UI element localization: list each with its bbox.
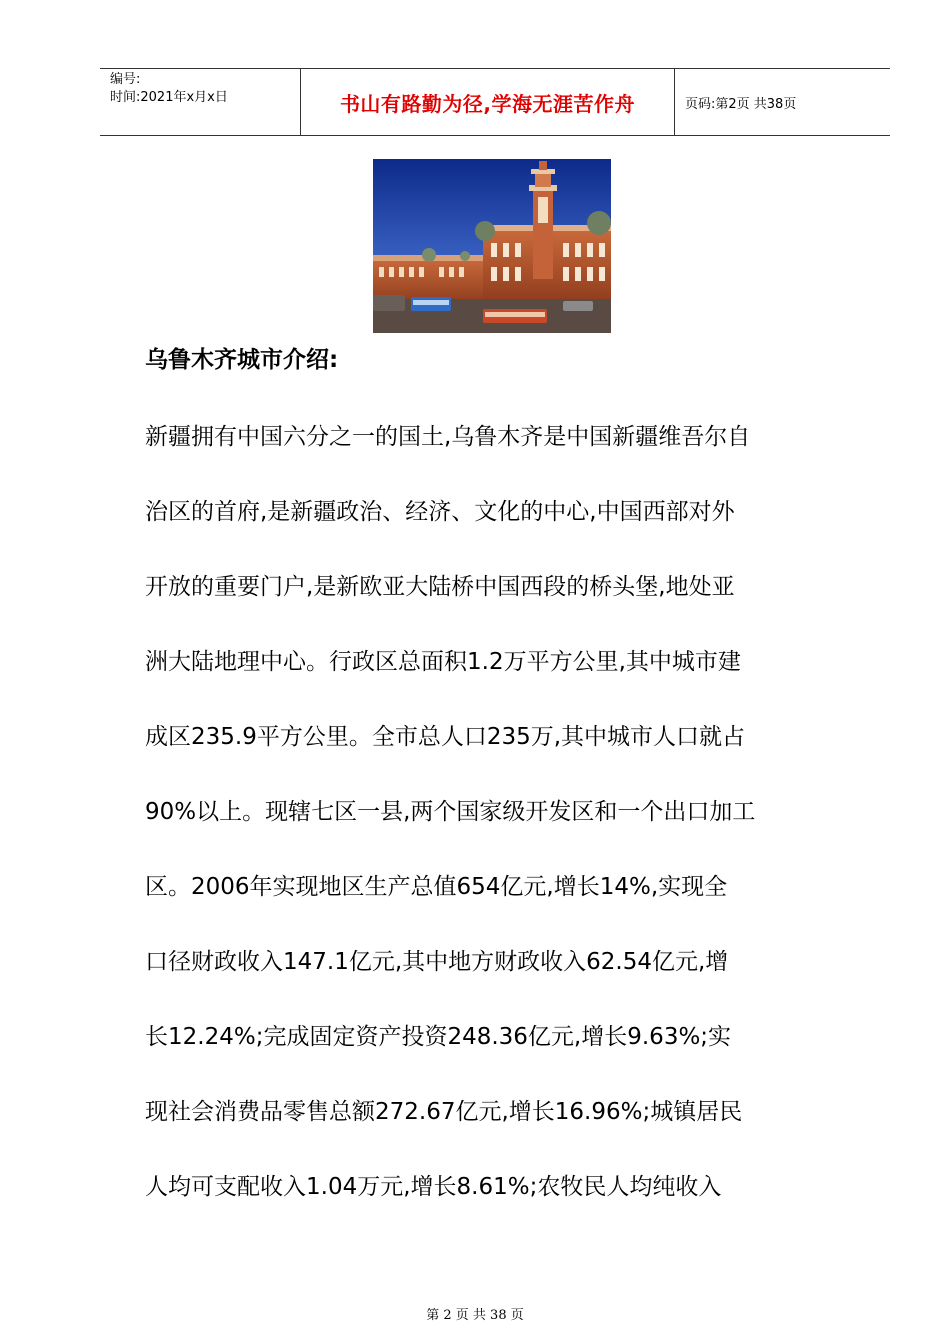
body-line: 90%以上。现辖七区一县,两个国家级开发区和一个出口加工 bbox=[145, 799, 756, 825]
article-body bbox=[145, 418, 845, 1243]
page-footer: 第 2 页 共 38 页 bbox=[426, 1308, 524, 1323]
document-number-label: 编号: bbox=[110, 72, 141, 87]
page-header bbox=[100, 68, 890, 136]
body-line: 人均可支配收入1.04万元,增长8.61%;农牧民人均纯收入 bbox=[145, 1174, 722, 1200]
body-line: 口径财政收入147.1亿元,其中地方财政收入62.54亿元,增 bbox=[145, 949, 729, 975]
header-motto: 书山有路勤为径,学海无涯苦作舟 bbox=[301, 69, 675, 135]
body-line: 开放的重要门户,是新欧亚大陆桥中国西段的桥头堡,地处亚 bbox=[145, 574, 735, 600]
body-line: 治区的首府,是新疆政治、经济、文化的中心,中国西部对外 bbox=[145, 499, 735, 525]
body-line: 现社会消费品零售总额272.67亿元,增长16.96%;城镇居民 bbox=[145, 1099, 743, 1125]
body-line: 新疆拥有中国六分之一的国土,乌鲁木齐是中国新疆维吾尔自 bbox=[145, 424, 751, 450]
body-line: 区。2006年实现地区生产总值654亿元,增长14%,实现全 bbox=[145, 874, 728, 900]
document-time-label: 时间:2021年x月x日 bbox=[110, 90, 228, 105]
body-line: 成区235.9平方公里。全市总人口235万,其中城市人口就占 bbox=[145, 724, 746, 750]
header-page-info: 页码:第2页 共38页 bbox=[685, 96, 797, 112]
body-line: 洲大陆地理中心。行政区总面积1.2万平方公里,其中城市建 bbox=[145, 649, 741, 675]
body-line: 长12.24%;完成固定资产投资248.36亿元,增长9.63%;实 bbox=[145, 1024, 732, 1050]
article-title: 乌鲁木齐城市介绍: bbox=[145, 347, 339, 373]
city-building-photo bbox=[373, 159, 611, 333]
header-meta bbox=[100, 69, 301, 135]
